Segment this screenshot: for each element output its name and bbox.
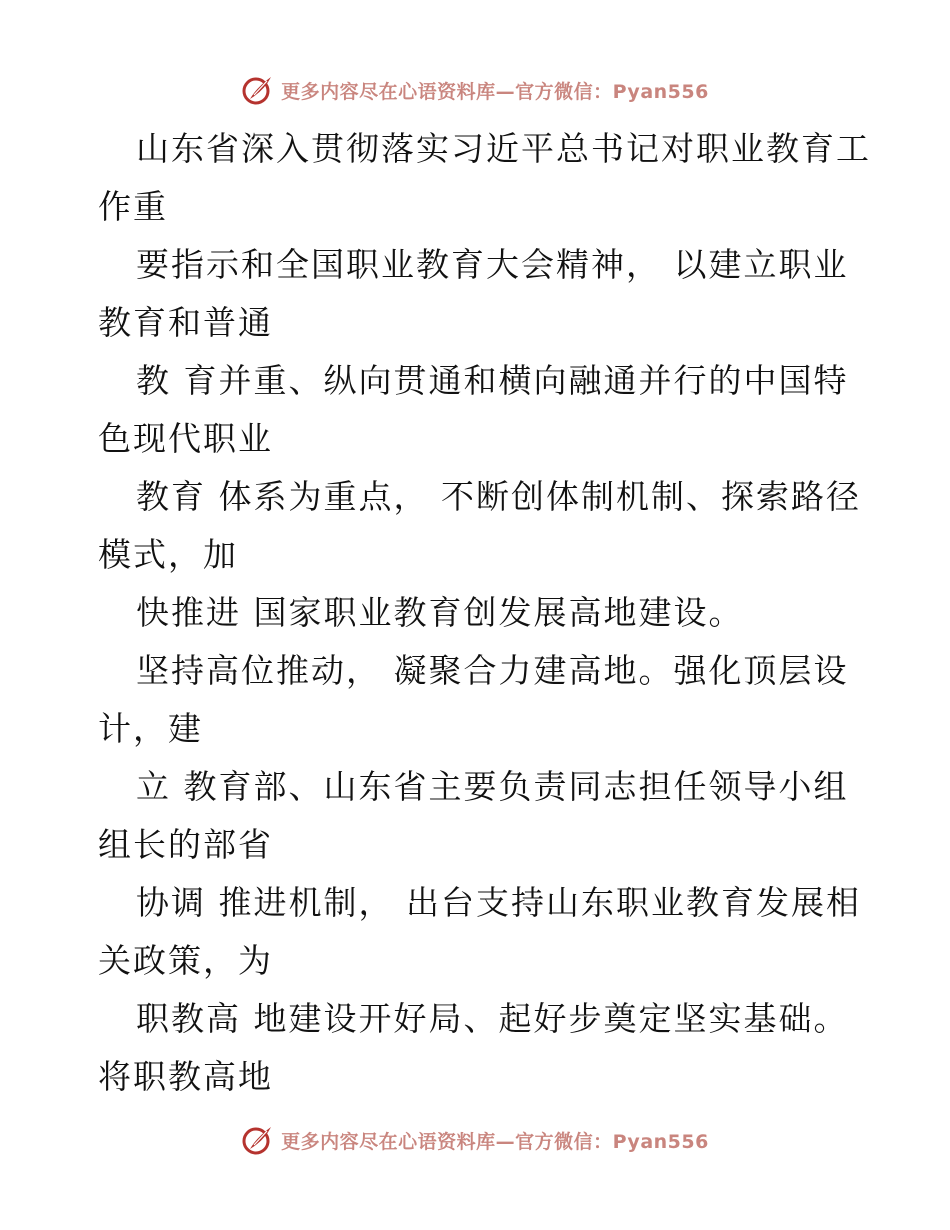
feather-logo-icon	[241, 1123, 275, 1157]
paragraph-line: 教育 体系为重点， 不断创体制机制、探索路径	[136, 477, 861, 516]
footer-banner-text: 更多内容尽在心语资料库—官方微信：Pyan556	[281, 1130, 709, 1153]
feather-logo-icon	[241, 73, 275, 107]
paragraph-line: 坚持高位推动， 凝聚合力建高地。强化顶层设	[136, 651, 849, 690]
document-body	[98, 120, 871, 1106]
paragraph-line: 色现代职业	[98, 419, 273, 458]
paragraph-line: 模式，加	[98, 535, 238, 574]
paragraph-line: 立 教育部、山东省主要负责同志担任领导小组	[136, 767, 849, 806]
paragraph-line: 要指示和全国职业教育大会精神， 以建立职业	[136, 245, 849, 284]
paragraph-line: 快推进 国家职业教育创发展高地建设。	[136, 593, 744, 632]
paragraph-line: 关政策，为	[98, 941, 273, 980]
paragraph-line: 教 育并重、纵向贯通和横向融通并行的中国特	[136, 361, 849, 400]
footer-banner	[0, 1120, 950, 1160]
paragraph-line: 将职教高地	[98, 1057, 273, 1096]
header-banner-text: 更多内容尽在心语资料库—官方微信：Pyan556	[281, 80, 709, 103]
paragraph-line: 职教高 地建设开好局、起好步奠定坚实基础。	[136, 999, 849, 1038]
paragraph-line: 组长的部省	[98, 825, 273, 864]
paragraph-line: 计，建	[98, 709, 203, 748]
paragraph-line: 协调 推进机制， 出台支持山东职业教育发展相	[136, 883, 861, 922]
paragraph-line: 山东省深入贯彻落实习近平总书记对职业教育工	[136, 129, 871, 168]
paragraph-line: 教育和普通	[98, 303, 273, 342]
paragraph-line: 作重	[98, 187, 168, 226]
header-banner	[0, 70, 950, 110]
